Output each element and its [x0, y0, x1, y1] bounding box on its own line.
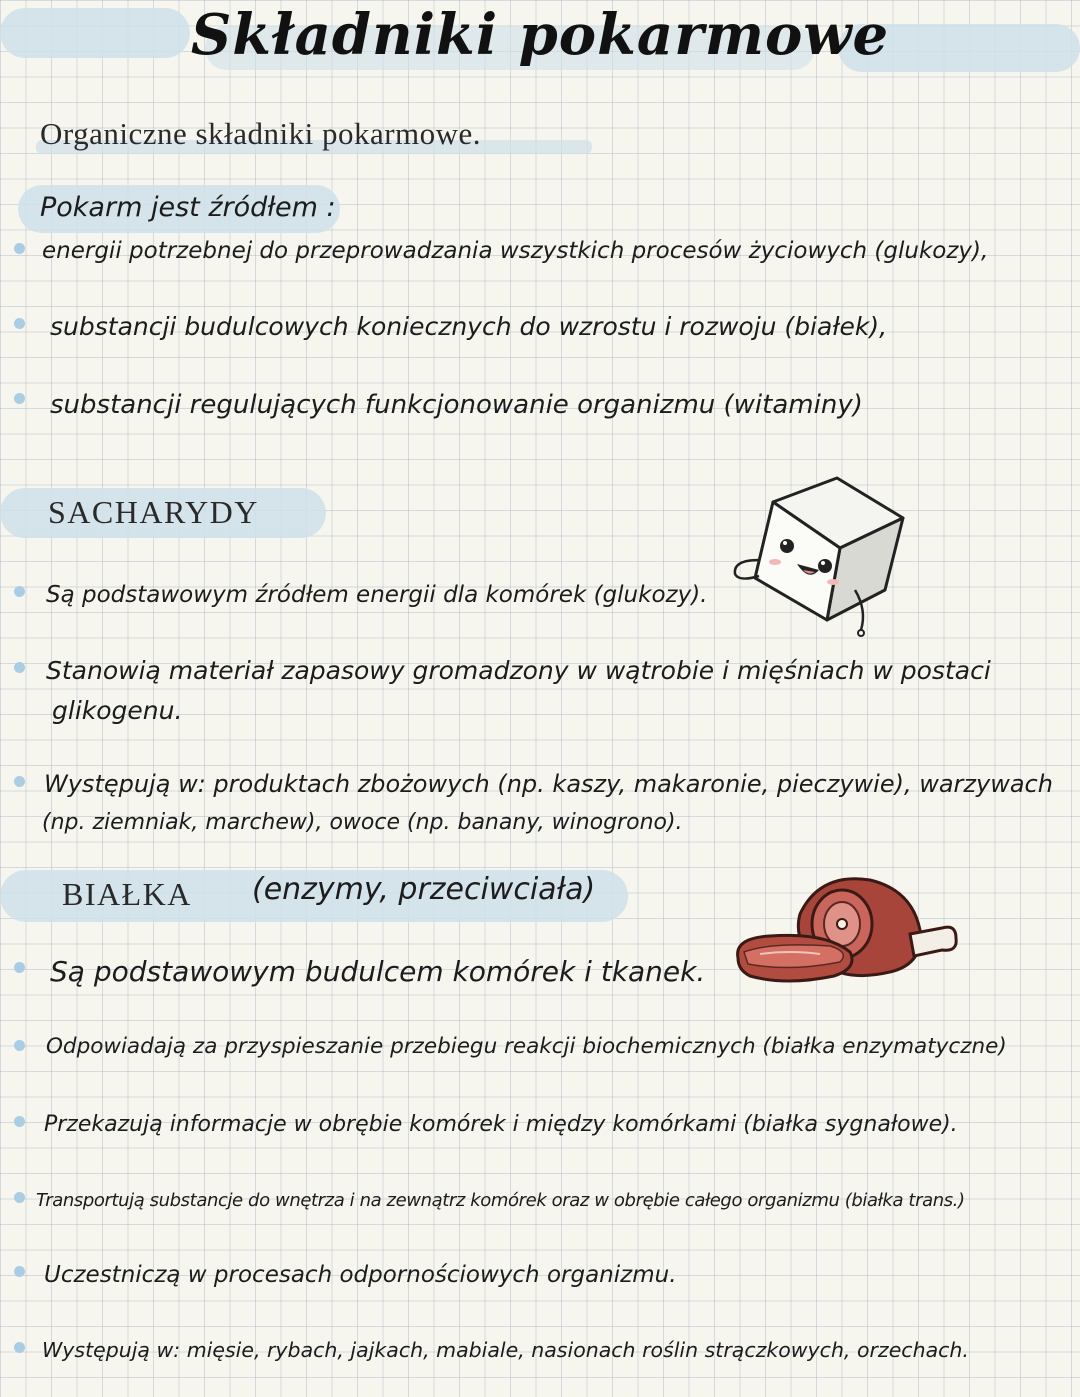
bullet — [14, 776, 25, 787]
bialka-item: Są podstawowym budulcem komórek i tkanek. — [50, 955, 706, 988]
intro-item: substancji regulujących funkcjonowanie organizmu (witaminy) — [50, 390, 863, 420]
bialka-item: Uczestniczą w procesach odpornościowych organizmu. — [44, 1262, 677, 1288]
sugar-cube-icon — [725, 470, 915, 650]
intro-item: substancji budulcowych koniecznych do wzrostu i rozwoju (białek), — [50, 312, 888, 341]
meat-icon — [730, 872, 960, 992]
bialka-item: Występują w: mięsie, rybach, jajkach, mabiale, nasionach roślin strączkowych, orzechach. — [42, 1338, 969, 1362]
intro-heading: Pokarm jest źródłem : — [40, 192, 336, 223]
bialka-note: (enzymy, przeciwciała) — [252, 872, 596, 907]
bialka-item: Odpowiadają za przyspieszanie przebiegu reakcji biochemicznych (białka enzymatyczne) — [46, 1034, 1007, 1059]
bullet — [14, 586, 25, 597]
bullet — [14, 1192, 25, 1203]
bullet — [14, 662, 25, 673]
bullet — [14, 243, 25, 254]
bullet — [14, 962, 25, 973]
sacharydy-item: glikogenu. — [52, 696, 183, 725]
bialka-item: Transportują substancje do wnętrza i na zewnątrz komórek oraz w obrębie całego organizmu (białka trans.) — [36, 1190, 965, 1211]
bullet — [14, 1266, 25, 1277]
intro-item: energii potrzebnej do przeprowadzania wszystkich procesów życiowych (glukozy), — [42, 238, 989, 264]
bullet — [14, 318, 25, 329]
bullet — [14, 1040, 25, 1051]
subtitle: Organiczne składniki pokarmowe. — [40, 116, 482, 151]
bullet — [14, 1342, 25, 1353]
sacharydy-item: Stanowią materiał zapasowy gromadzony w wątrobie i mięśniach w postaci — [46, 656, 991, 685]
bullet — [14, 1116, 25, 1127]
bullet — [14, 393, 25, 404]
bialka-heading: BIAŁKA — [62, 876, 192, 912]
bialka-item: Przekazują informacje w obrębie komórek i między komórkami (białka sygnałowe). — [44, 1112, 958, 1137]
sacharydy-heading: SACHARYDY — [48, 494, 259, 530]
sacharydy-item: Są podstawowym źródłem energii dla komórek (glukozy). — [46, 582, 708, 608]
sacharydy-item: Występują w: produktach zbożowych (np. kaszy, makaronie, pieczywie), warzywach — [44, 770, 1053, 798]
page-title: Składniki pokarmowe — [190, 2, 890, 68]
sacharydy-item: (np. ziemniak, marchew), owoce (np. banany, winogrono). — [42, 810, 683, 835]
